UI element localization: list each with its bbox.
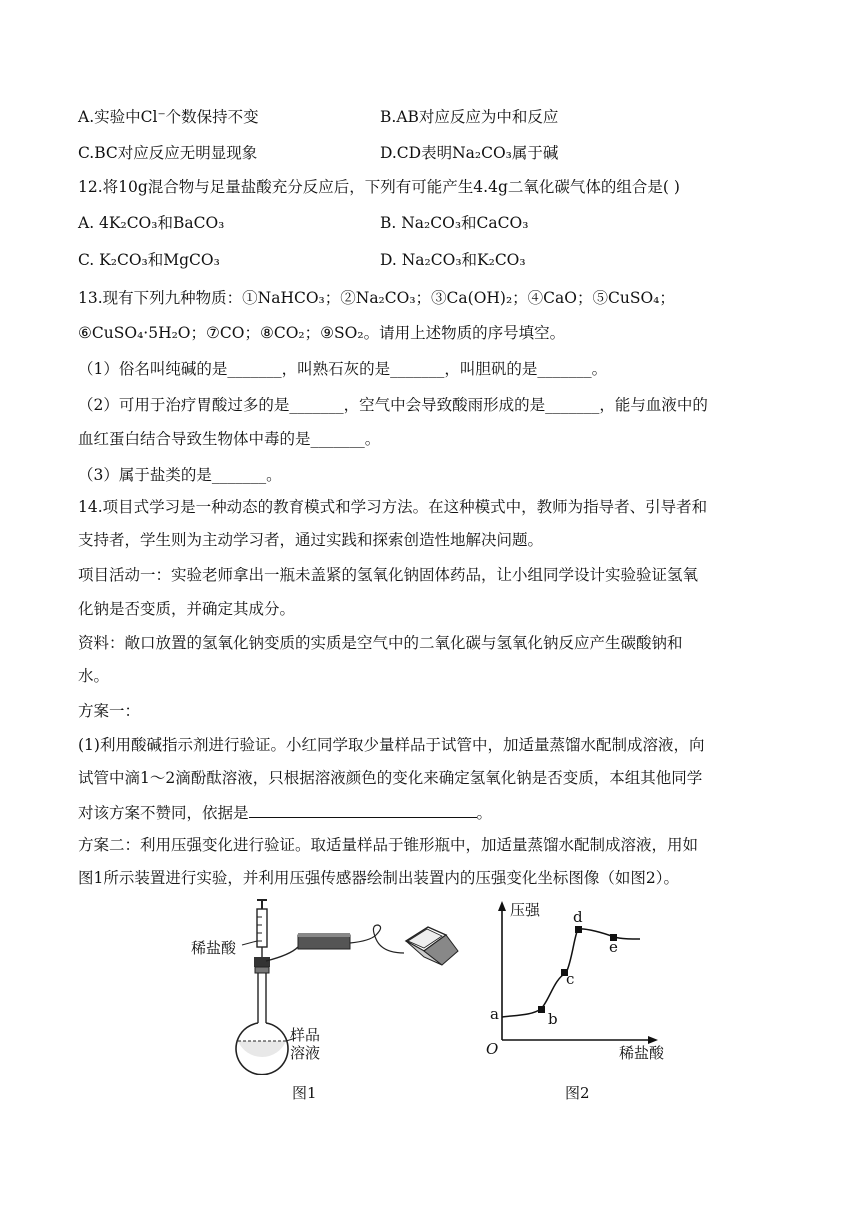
q14-plan1-line2: 试管中滴1～2滴酚酞溶液，只根据溶液颜色的变化来确定氢氧化钠是否变质，本组其他同学 <box>78 769 703 787</box>
q13-part2-line1: （2）可用于治疗胃酸过多的是_______，空气中会导致酸雨形成的是_______，能与血液中的 <box>78 396 708 414</box>
fig2-xlabel: 稀盐酸 <box>619 1044 665 1062</box>
fig1-label-acid: 稀盐酸 <box>191 939 237 957</box>
q11-option-d: D.CD表明Na₂CO₃属于碱 <box>380 144 559 162</box>
q14-intro-line1: 14.项目式学习是一种动态的教育模式和学习方法。在这种模式中，教师为指导者、引导者和 <box>78 498 708 516</box>
q11-option-c: C.BC对应反应无明显现象 <box>78 144 258 162</box>
q11-option-a: A.实验中Cl⁻个数保持不变 <box>78 108 259 126</box>
q14-activity-line1: 项目活动一：实验老师拿出一瓶未盖紧的氢氧化钠固体药品，让小组同学设计实验验证氢氧 <box>78 566 699 584</box>
fig2-label-b: b <box>548 1010 558 1028</box>
fig2-label-c: c <box>566 970 575 988</box>
q13-stem-line2: ⑥CuSO₄·5H₂O；⑦CO；⑧CO₂；⑨SO₂。请用上述物质的序号填空。 <box>78 324 566 342</box>
fig2-label-d: d <box>573 908 583 926</box>
q13-part3: （3）属于盐类的是_______。 <box>78 466 282 484</box>
q11-option-b: B.AB对应反应为中和反应 <box>380 108 559 126</box>
q14-plan1-heading: 方案一： <box>78 702 141 720</box>
answer-blank[interactable] <box>249 801 477 818</box>
q14-plan1-line3 <box>78 801 492 824</box>
q12-option-c: C. K₂CO₃和MgCO₃ <box>78 251 220 269</box>
q12-option-a: A. 4K₂CO₃和BaCO₃ <box>78 214 225 232</box>
q14-plan1-prompt: 对该方案不赞同，依据是 <box>78 804 249 822</box>
graph-point-b <box>538 1006 545 1013</box>
q14-intro-line2: 支持者，学生则为主动学习者，通过实践和探索创造性地解决问题。 <box>78 531 544 549</box>
q12-stem: 12.将10g混合物与足量盐酸充分反应后，下列有可能产生4.4g二氧化碳气体的组合是( ) <box>78 178 680 196</box>
q14-info-line2: 水。 <box>78 667 110 685</box>
fig1-label-sample: 样品 <box>290 1026 321 1044</box>
q14-activity-line2: 化钠是否变质，并确定其成分。 <box>78 600 296 618</box>
graph-point-d <box>575 926 582 933</box>
q13-part1: （1）俗名叫纯碱的是_______，叫熟石灰的是_______，叫胆矾的是_______。 <box>78 360 608 378</box>
fig1-caption: 图1 <box>292 1084 317 1102</box>
fig1-label-solution: 溶液 <box>290 1044 321 1062</box>
q13-part2-line2: 血红蛋白结合导致生物体中毒的是_______。 <box>78 430 381 448</box>
fig2-ylabel: 压强 <box>510 901 541 919</box>
fig2-label-e: e <box>609 938 618 956</box>
figure-1-apparatus <box>180 895 480 1075</box>
q12-option-b: B. Na₂CO₃和CaCO₃ <box>380 214 529 232</box>
q14-plan2-line2: 图1所示装置进行实验，并利用压强传感器绘制出装置内的压强变化坐标图像（如图2）。 <box>78 869 679 887</box>
q13-stem-line1: 13.现有下列九种物质：①NaHCO₃；②Na₂CO₃；③Ca(OH)₂；④CaO；⑤CuSO₄； <box>78 289 675 307</box>
q12-option-d: D. Na₂CO₃和K₂CO₃ <box>380 251 526 269</box>
q14-plan1-end: 。 <box>476 804 493 822</box>
q14-plan2-line1: 方案二：利用压强变化进行验证。取适量样品于锥形瓶中，加适量蒸馏水配制成溶液，用如 <box>78 836 699 854</box>
fig2-label-a: a <box>490 1005 499 1023</box>
fig2-caption: 图2 <box>565 1084 590 1102</box>
fig2-origin: O <box>486 1040 499 1058</box>
q14-info-line1: 资料：敞口放置的氢氧化钠变质的实质是空气中的二氧化碳与氢氧化钠反应产生碳酸钠和 <box>78 634 683 652</box>
q14-plan1-line1: (1)利用酸碱指示剂进行验证。小红同学取少量样品于试管中，加适量蒸馏水配制成溶液，向 <box>78 736 705 754</box>
